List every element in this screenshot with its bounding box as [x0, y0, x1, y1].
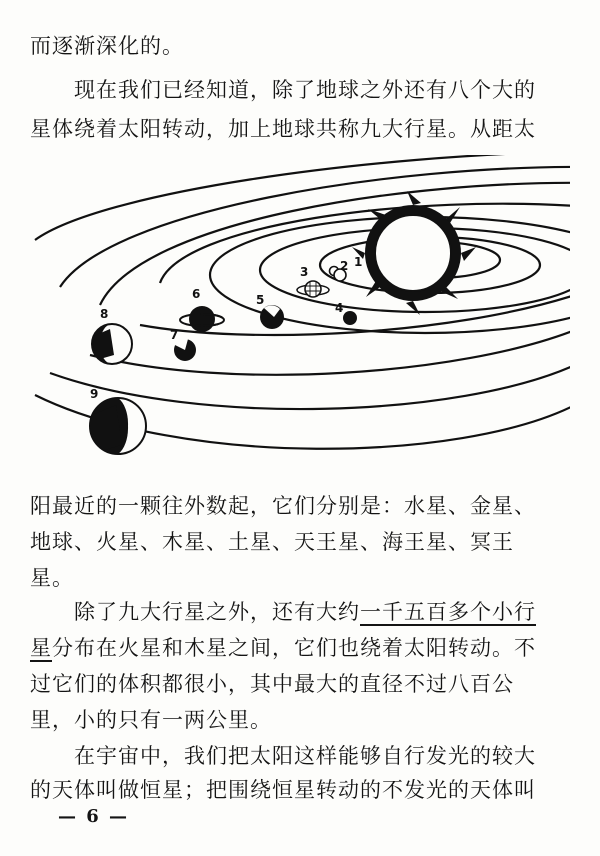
planet-8-neptune — [92, 324, 132, 364]
text-line: 过它们的体积都很小，其中最大的直径不过八百公 — [30, 672, 514, 696]
planet-9-pluto — [90, 398, 146, 454]
planet-6-saturn — [180, 306, 224, 332]
text-line — [30, 634, 600, 662]
planet-3-earth — [297, 281, 329, 297]
text-line: 而逐渐深化的。 — [30, 34, 184, 58]
planet-label-1: 1 — [354, 255, 363, 269]
text-line: 现在我们已经知道，除了地球之外还有八个大的 — [74, 78, 536, 102]
planet-label-2: 2 — [340, 259, 349, 273]
page-number: — 6 — — [58, 806, 130, 827]
underlined-text: 星 — [30, 636, 52, 660]
text-line: 星。 — [30, 566, 74, 590]
planet-label-7: 7 — [170, 328, 179, 342]
text-line: 阳最近的一颗往外数起，它们分别是：水星、金星、 — [30, 494, 536, 518]
planet-label-8: 8 — [100, 307, 109, 321]
text-run: 除了九大行星之外，还有大约 — [74, 600, 360, 624]
planet-5-jupiter — [260, 305, 284, 329]
text-line: 里，小的只有一两公里。 — [30, 708, 272, 732]
text-line — [74, 598, 600, 626]
underlined-text: 一千五百多个小行 — [360, 600, 536, 624]
planet-label-3: 3 — [300, 265, 309, 279]
text-line: 星体绕着太阳转动，加上地球共称九大行星。从距太 — [30, 117, 536, 141]
planet-label-4: 4 — [335, 301, 344, 315]
planet-4-mars — [343, 311, 357, 325]
text-run: 分布在火星和木星之间，它们也绕着太阳转动。不 — [52, 636, 536, 660]
solar-system-figure — [30, 155, 570, 485]
orbit-10 — [90, 330, 570, 375]
planet-label-5: 5 — [256, 293, 265, 307]
planet-label-6: 6 — [192, 287, 201, 301]
text-line: 在宇宙中，我们把太阳这样能够自行发光的较大 — [74, 744, 536, 768]
text-line: 地球、火星、木星、土星、天王星、海王星、冥王 — [30, 530, 514, 554]
solar-system-diagram — [30, 155, 570, 485]
text-line: 的天体叫做恒星；把围绕恒星转动的不发光的天体叫 — [30, 778, 536, 802]
planet-label-9: 9 — [90, 387, 99, 401]
